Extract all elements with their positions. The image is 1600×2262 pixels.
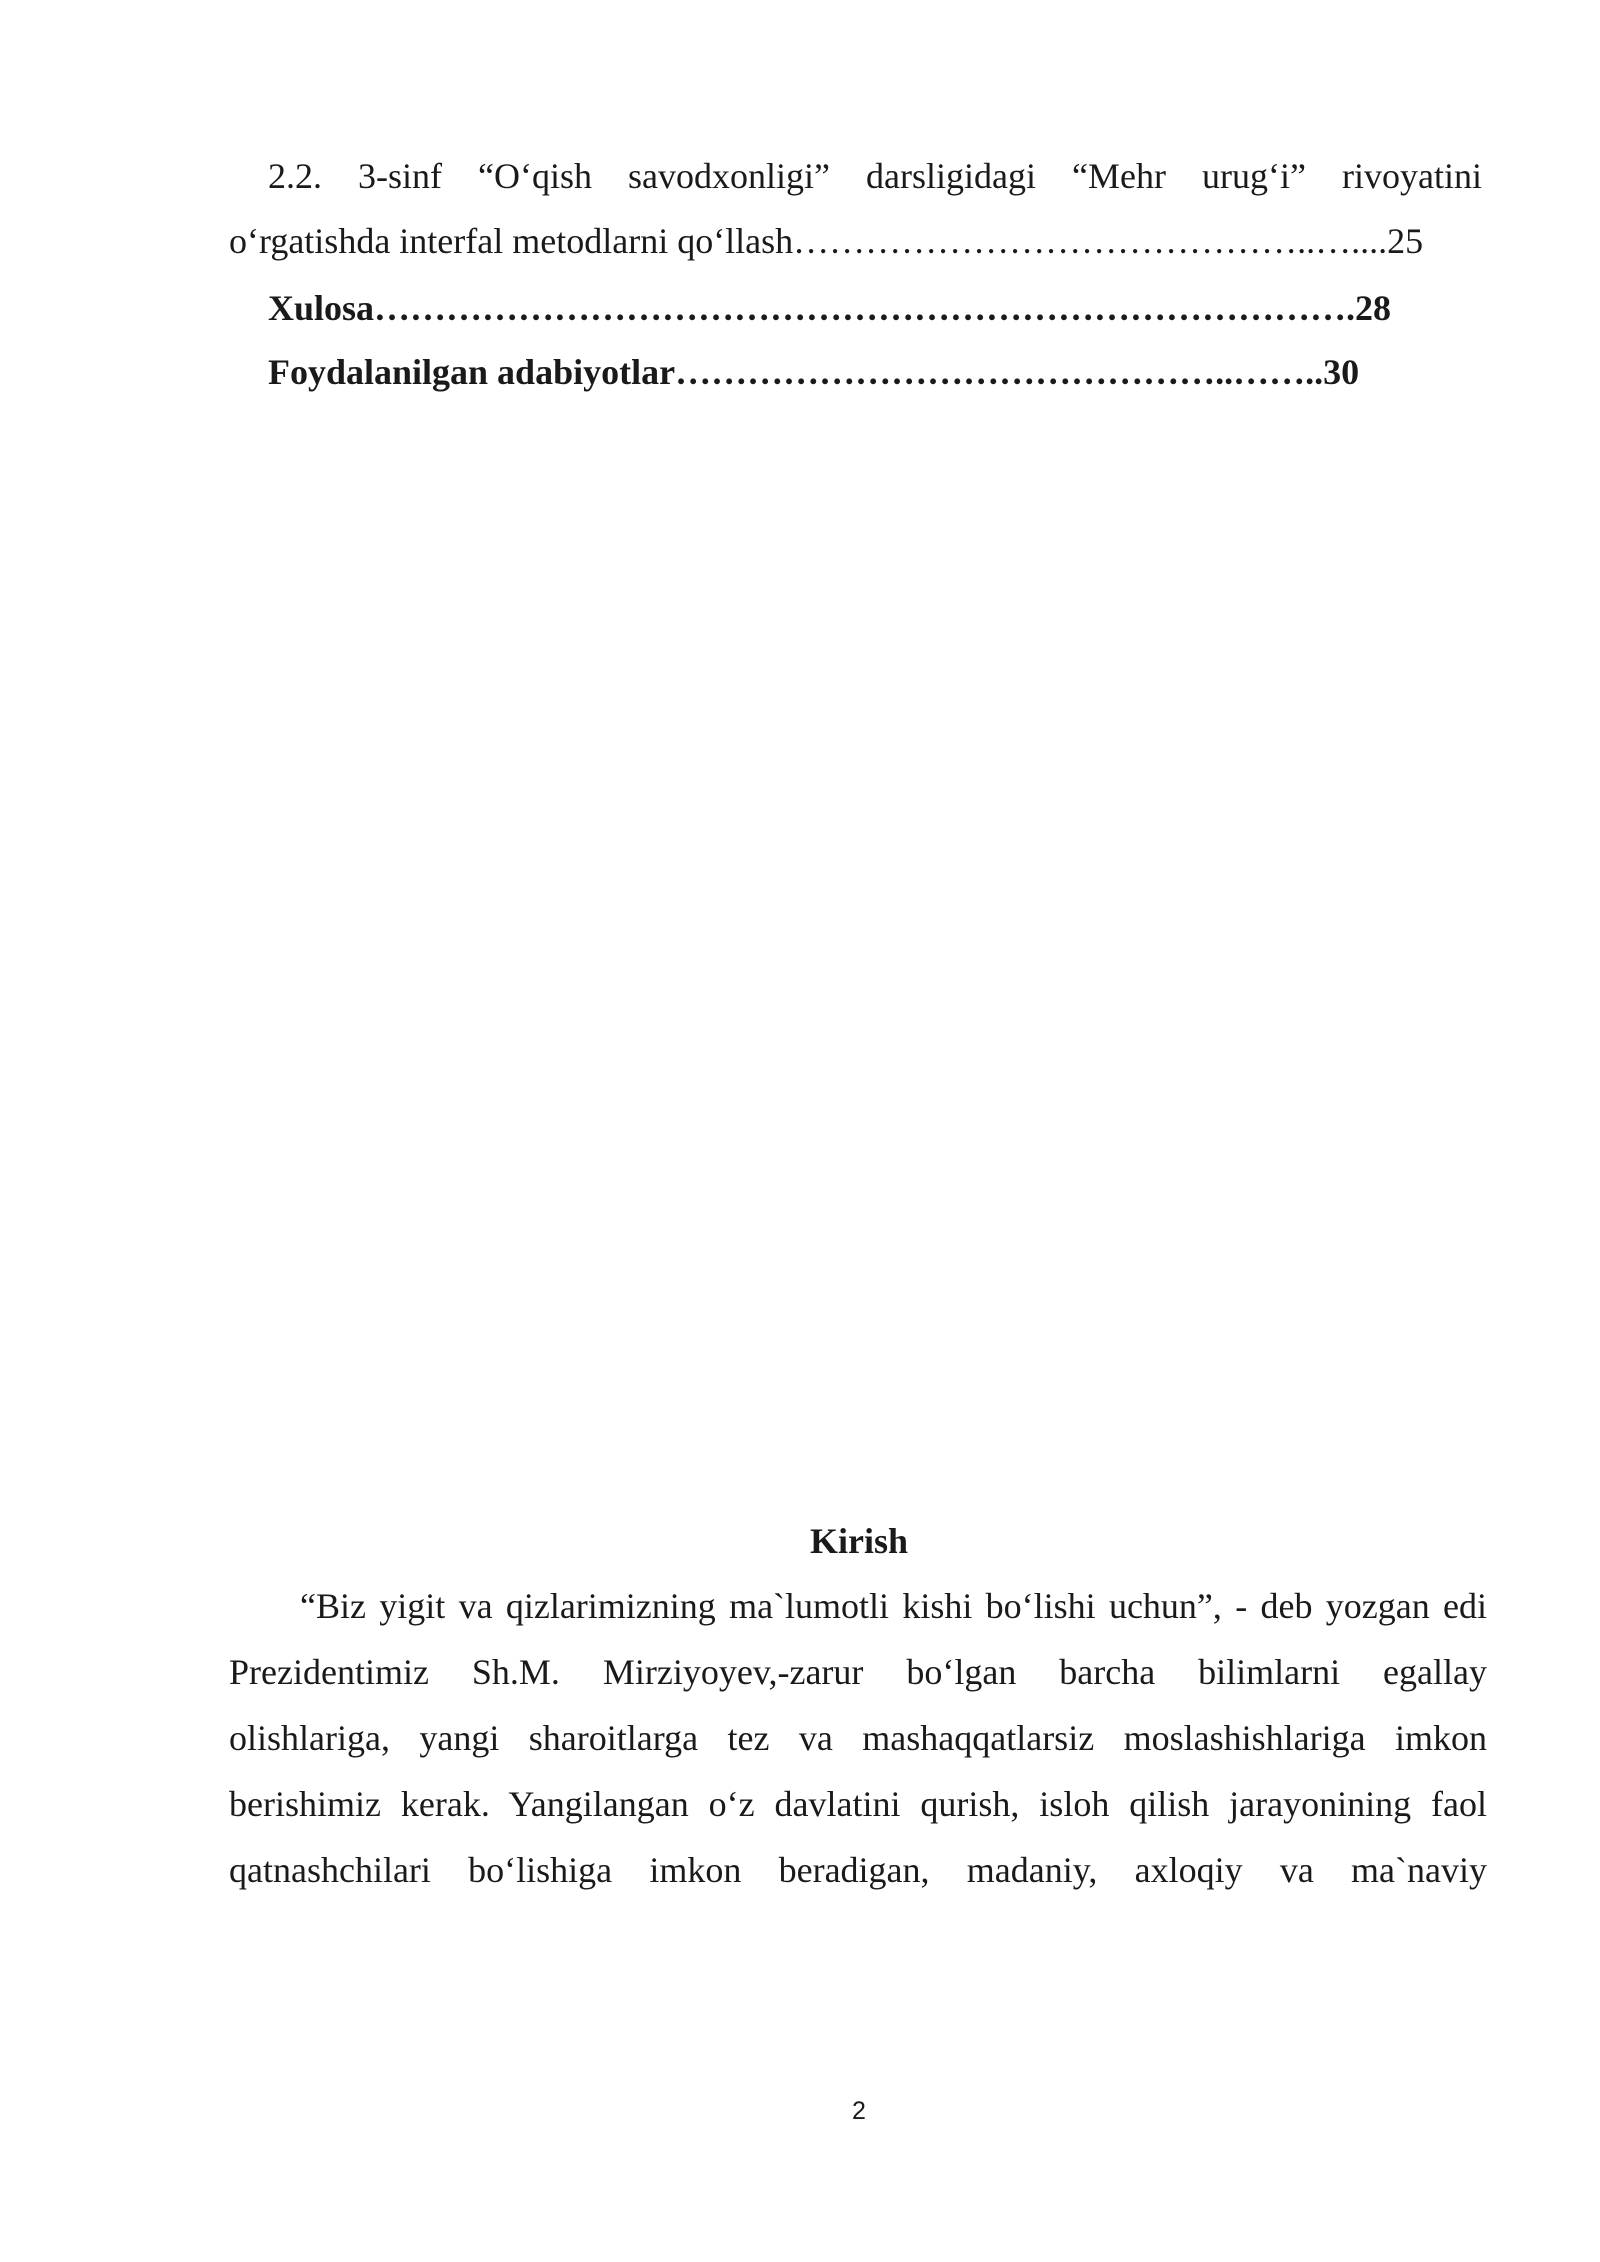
toc-item-adabiyotlar: Foydalanilgan adabiyotlar………………………………………..……..30 — [268, 352, 1360, 392]
toc-item-2-2-line-2: o‘rgatishda interfal metodlarni qo‘llash……………………………………..…....25 — [229, 221, 1424, 261]
paragraph-line-2: Prezidentimiz Sh.M. Mirziyoyev,-zarur bo‘lgan barcha bilimlarni egallay — [229, 1652, 1487, 1692]
toc-item-xulosa: Xulosa……………………………………………………………………….28 — [268, 288, 1392, 328]
paragraph-line-1: “Biz yigit va qizlarimizning ma`lumotli kishi bo‘lishi uchun”, - deb yozgan edi — [300, 1586, 1487, 1626]
paragraph-line-5: qatnashchilari bo‘lishiga imkon beradigan, madaniy, axloqiy va ma`naviy — [229, 1850, 1487, 1890]
paragraph-line-4: berishimiz kerak. Yangilangan o‘z davlatini qurish, isloh qilish jarayonining faol — [229, 1784, 1487, 1824]
section-heading-kirish: Kirish — [809, 1521, 908, 1561]
paragraph-line-3: olishlariga, yangi sharoitlarga tez va mashaqqatlarsiz moslashishlariga imkon — [229, 1718, 1487, 1758]
toc-item-2-2-line-1: 2.2. 3-sinf “O‘qish savodxonligi” darsligidagi “Mehr urug‘i” rivoyatini — [268, 156, 1482, 196]
page-number: 2 — [852, 2097, 866, 2125]
